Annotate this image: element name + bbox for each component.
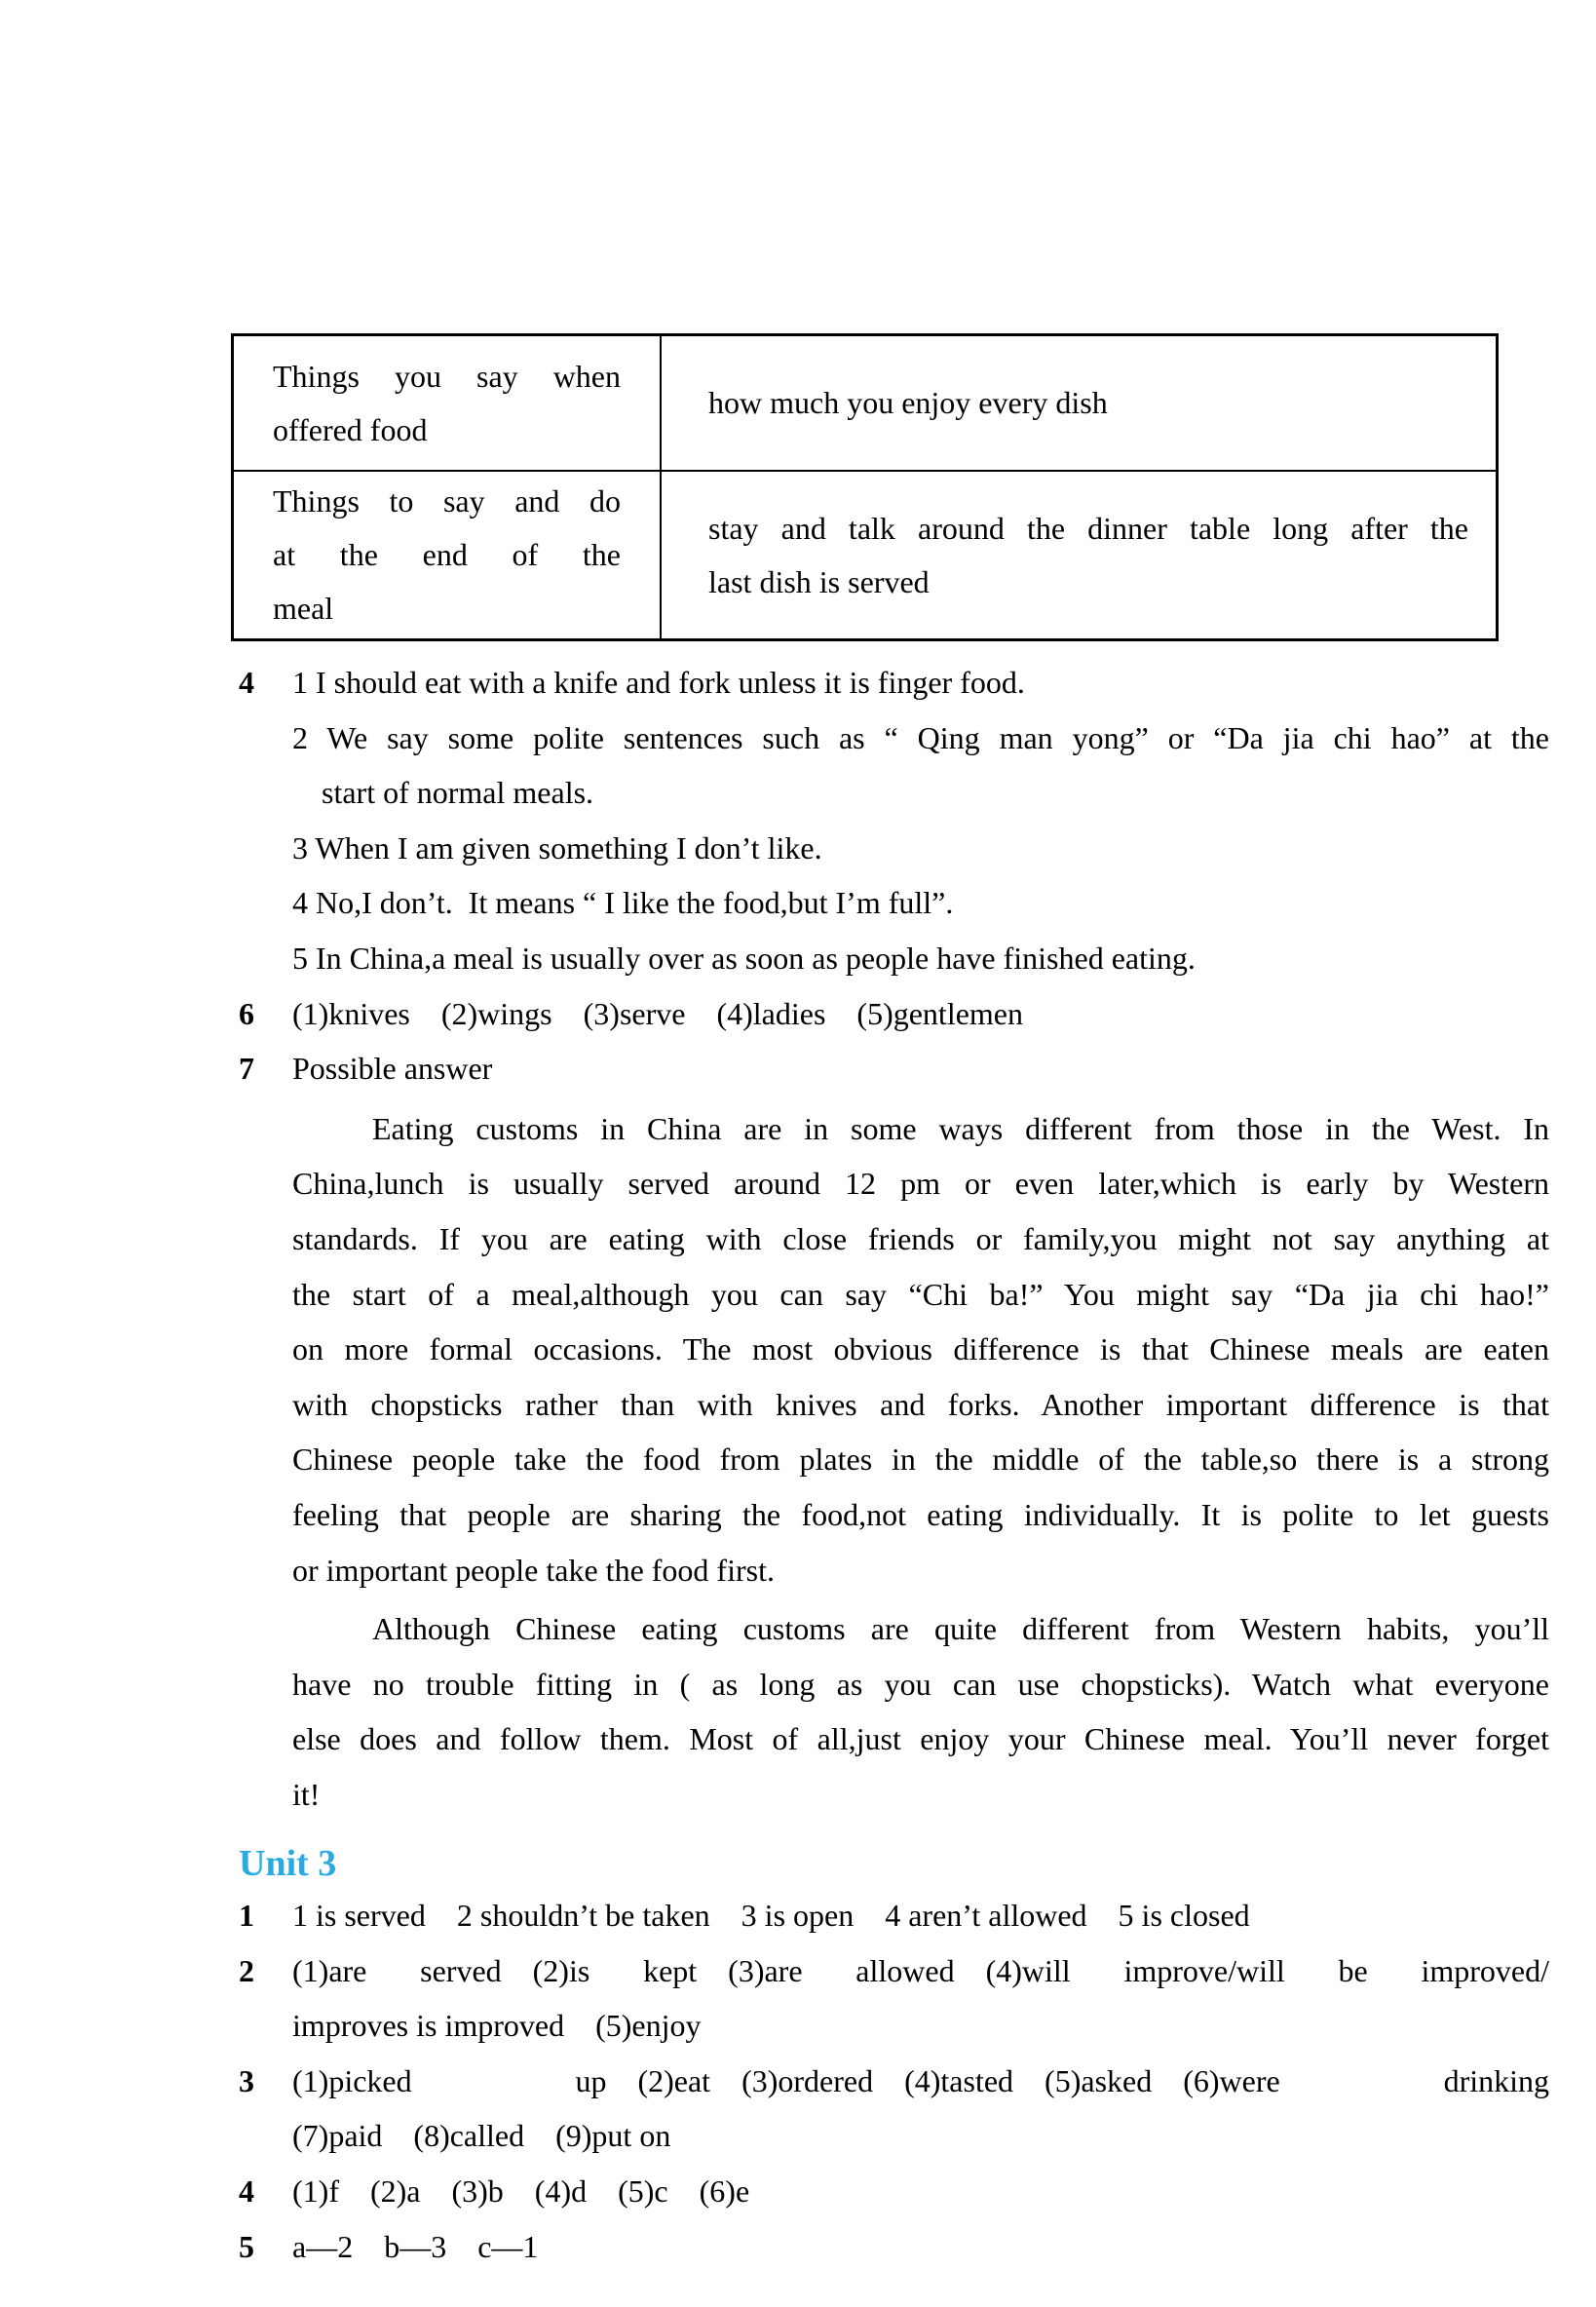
answer-number: 3	[239, 2062, 254, 2098]
essay-line: Eating customs in China are in some ways different from those in the West. In	[372, 1110, 1549, 1146]
answer-number: 4	[239, 2172, 254, 2209]
answer-line: 1 I should eat with a knife and fork unless it is finger food.	[292, 665, 1025, 700]
sub-answer	[292, 655, 1549, 711]
answer-label: Possible answer	[292, 1051, 493, 1087]
essay-paragraph-1	[292, 1101, 1549, 1597]
answer-line: 2 We say some polite sentences such as “ Qing man yong” or “Da jia chi hao” at the	[292, 719, 1549, 755]
answer-line: 4 No,I don’t. It means “ I like the food,but I’m full”.	[292, 885, 954, 921]
answer-body	[292, 2164, 1549, 2219]
essay-line: have no trouble fitting in ( as long as you can use chopsticks). Watch what everyone	[292, 1666, 1549, 1702]
essay-line: Although Chinese eating customs are quite different from Western habits, you’ll	[372, 1611, 1549, 1647]
sub-answer	[292, 821, 1549, 876]
answer-number: 4	[239, 665, 254, 700]
essay-line: China,lunch is usually served around 12 pm or even later,which is early by Western	[292, 1166, 1549, 1202]
sub-answer	[292, 875, 1549, 931]
answer-line: 1 is served 2 shouldn’t be taken 3 is open 4 aren’t allowed 5 is closed	[292, 1898, 1250, 1933]
essay-line: feeling that people are sharing the food,not eating individually. It is polite to let guests	[292, 1496, 1549, 1532]
sub-answer	[292, 711, 1549, 821]
answer-line: 5 In China,a meal is usually over as soon as people have finished eating.	[292, 940, 1196, 976]
table-line: last dish is served	[708, 563, 930, 599]
essay-line: standards. If you are eating with close friends or family,you might not say anything at	[292, 1220, 1549, 1256]
answer-item-7	[239, 1041, 1549, 1822]
answer-number: 2	[239, 1952, 254, 1988]
table-line: Things you say when	[273, 358, 621, 394]
answer-item-3	[239, 2054, 1549, 2164]
unit-3-heading: Unit 3	[239, 1843, 337, 1884]
essay-line: the start of a meal,although you can say “Chi ba!” You might say “Da jia chi hao!”	[292, 1276, 1549, 1312]
table-cell-content-row2	[660, 470, 1496, 638]
answer-body	[292, 2219, 1549, 2275]
table-line: meal	[273, 591, 334, 626]
answer-line: (1)picked up (2)eat (3)ordered (4)tasted (5)asked (6)were drinking	[292, 2062, 1549, 2098]
answers-section-unit2	[239, 655, 1549, 1822]
answer-line: (1)are served (2)is kept (3)are allowed (4)will improve/will be improved/	[292, 1952, 1549, 1988]
answer-item-5	[239, 2219, 1549, 2275]
essay-line: it!	[292, 1776, 321, 1812]
essay-line: Chinese people take the food from plates in the middle of the table,so there is a strong	[292, 1442, 1549, 1478]
answer-body	[292, 1943, 1549, 2054]
answer-line: 3 When I am given something I don’t like.	[292, 829, 822, 865]
table-line: at the end of the	[273, 537, 621, 572]
vocab-table	[231, 333, 1499, 641]
answer-item-2	[239, 1943, 1549, 2054]
answer-body	[292, 655, 1549, 986]
table-line: stay and talk around the dinner table long after the	[708, 510, 1468, 546]
answer-line: (1)knives (2)wings (3)serve (4)ladies (5)gentlemen	[292, 995, 1023, 1031]
sub-answer	[292, 931, 1549, 986]
answer-item-4	[239, 655, 1549, 986]
answer-item-6	[239, 986, 1549, 1042]
table-line: how much you enjoy every dish	[708, 385, 1108, 420]
answer-line: start of normal meals.	[322, 775, 594, 811]
answer-line: (1)f (2)a (3)b (4)d (5)c (6)e	[292, 2172, 750, 2209]
answers-section-unit3	[239, 1888, 1549, 2274]
table-line: offered food	[273, 411, 428, 447]
answer-body	[292, 1888, 1549, 1943]
essay-line: else does and follow them. Most of all,just enjoy your Chinese meal. You’ll never forget	[292, 1721, 1549, 1757]
essay-line: or important people take the food first.	[292, 1552, 775, 1588]
answer-line: a—2 b—3 c—1	[292, 2228, 539, 2264]
answer-body	[292, 986, 1549, 1042]
answer-number: 7	[239, 1051, 254, 1087]
answer-line: (7)paid (8)called (9)put on	[292, 2118, 671, 2154]
answer-number: 5	[239, 2228, 254, 2264]
table-cell-label-row1	[234, 336, 660, 470]
answer-body	[292, 2054, 1549, 2164]
table-cell-content-row1	[660, 336, 1496, 470]
essay-paragraph-2	[292, 1601, 1549, 1822]
essay-line: with chopsticks rather than with knives and forks. Another important difference is that	[292, 1386, 1549, 1422]
answer-item-1	[239, 1888, 1549, 1943]
answer-line: improves is improved (5)enjoy	[292, 2008, 702, 2044]
table-cell-label-row2	[234, 470, 660, 638]
essay-line: on more formal occasions. The most obvious difference is that Chinese meals are eaten	[292, 1331, 1549, 1367]
answer-number: 1	[239, 1898, 254, 1933]
answer-body	[292, 1041, 1549, 1822]
table-line: Things to say and do	[273, 483, 621, 519]
answer-item-4b	[239, 2164, 1549, 2219]
answer-number: 6	[239, 995, 254, 1031]
